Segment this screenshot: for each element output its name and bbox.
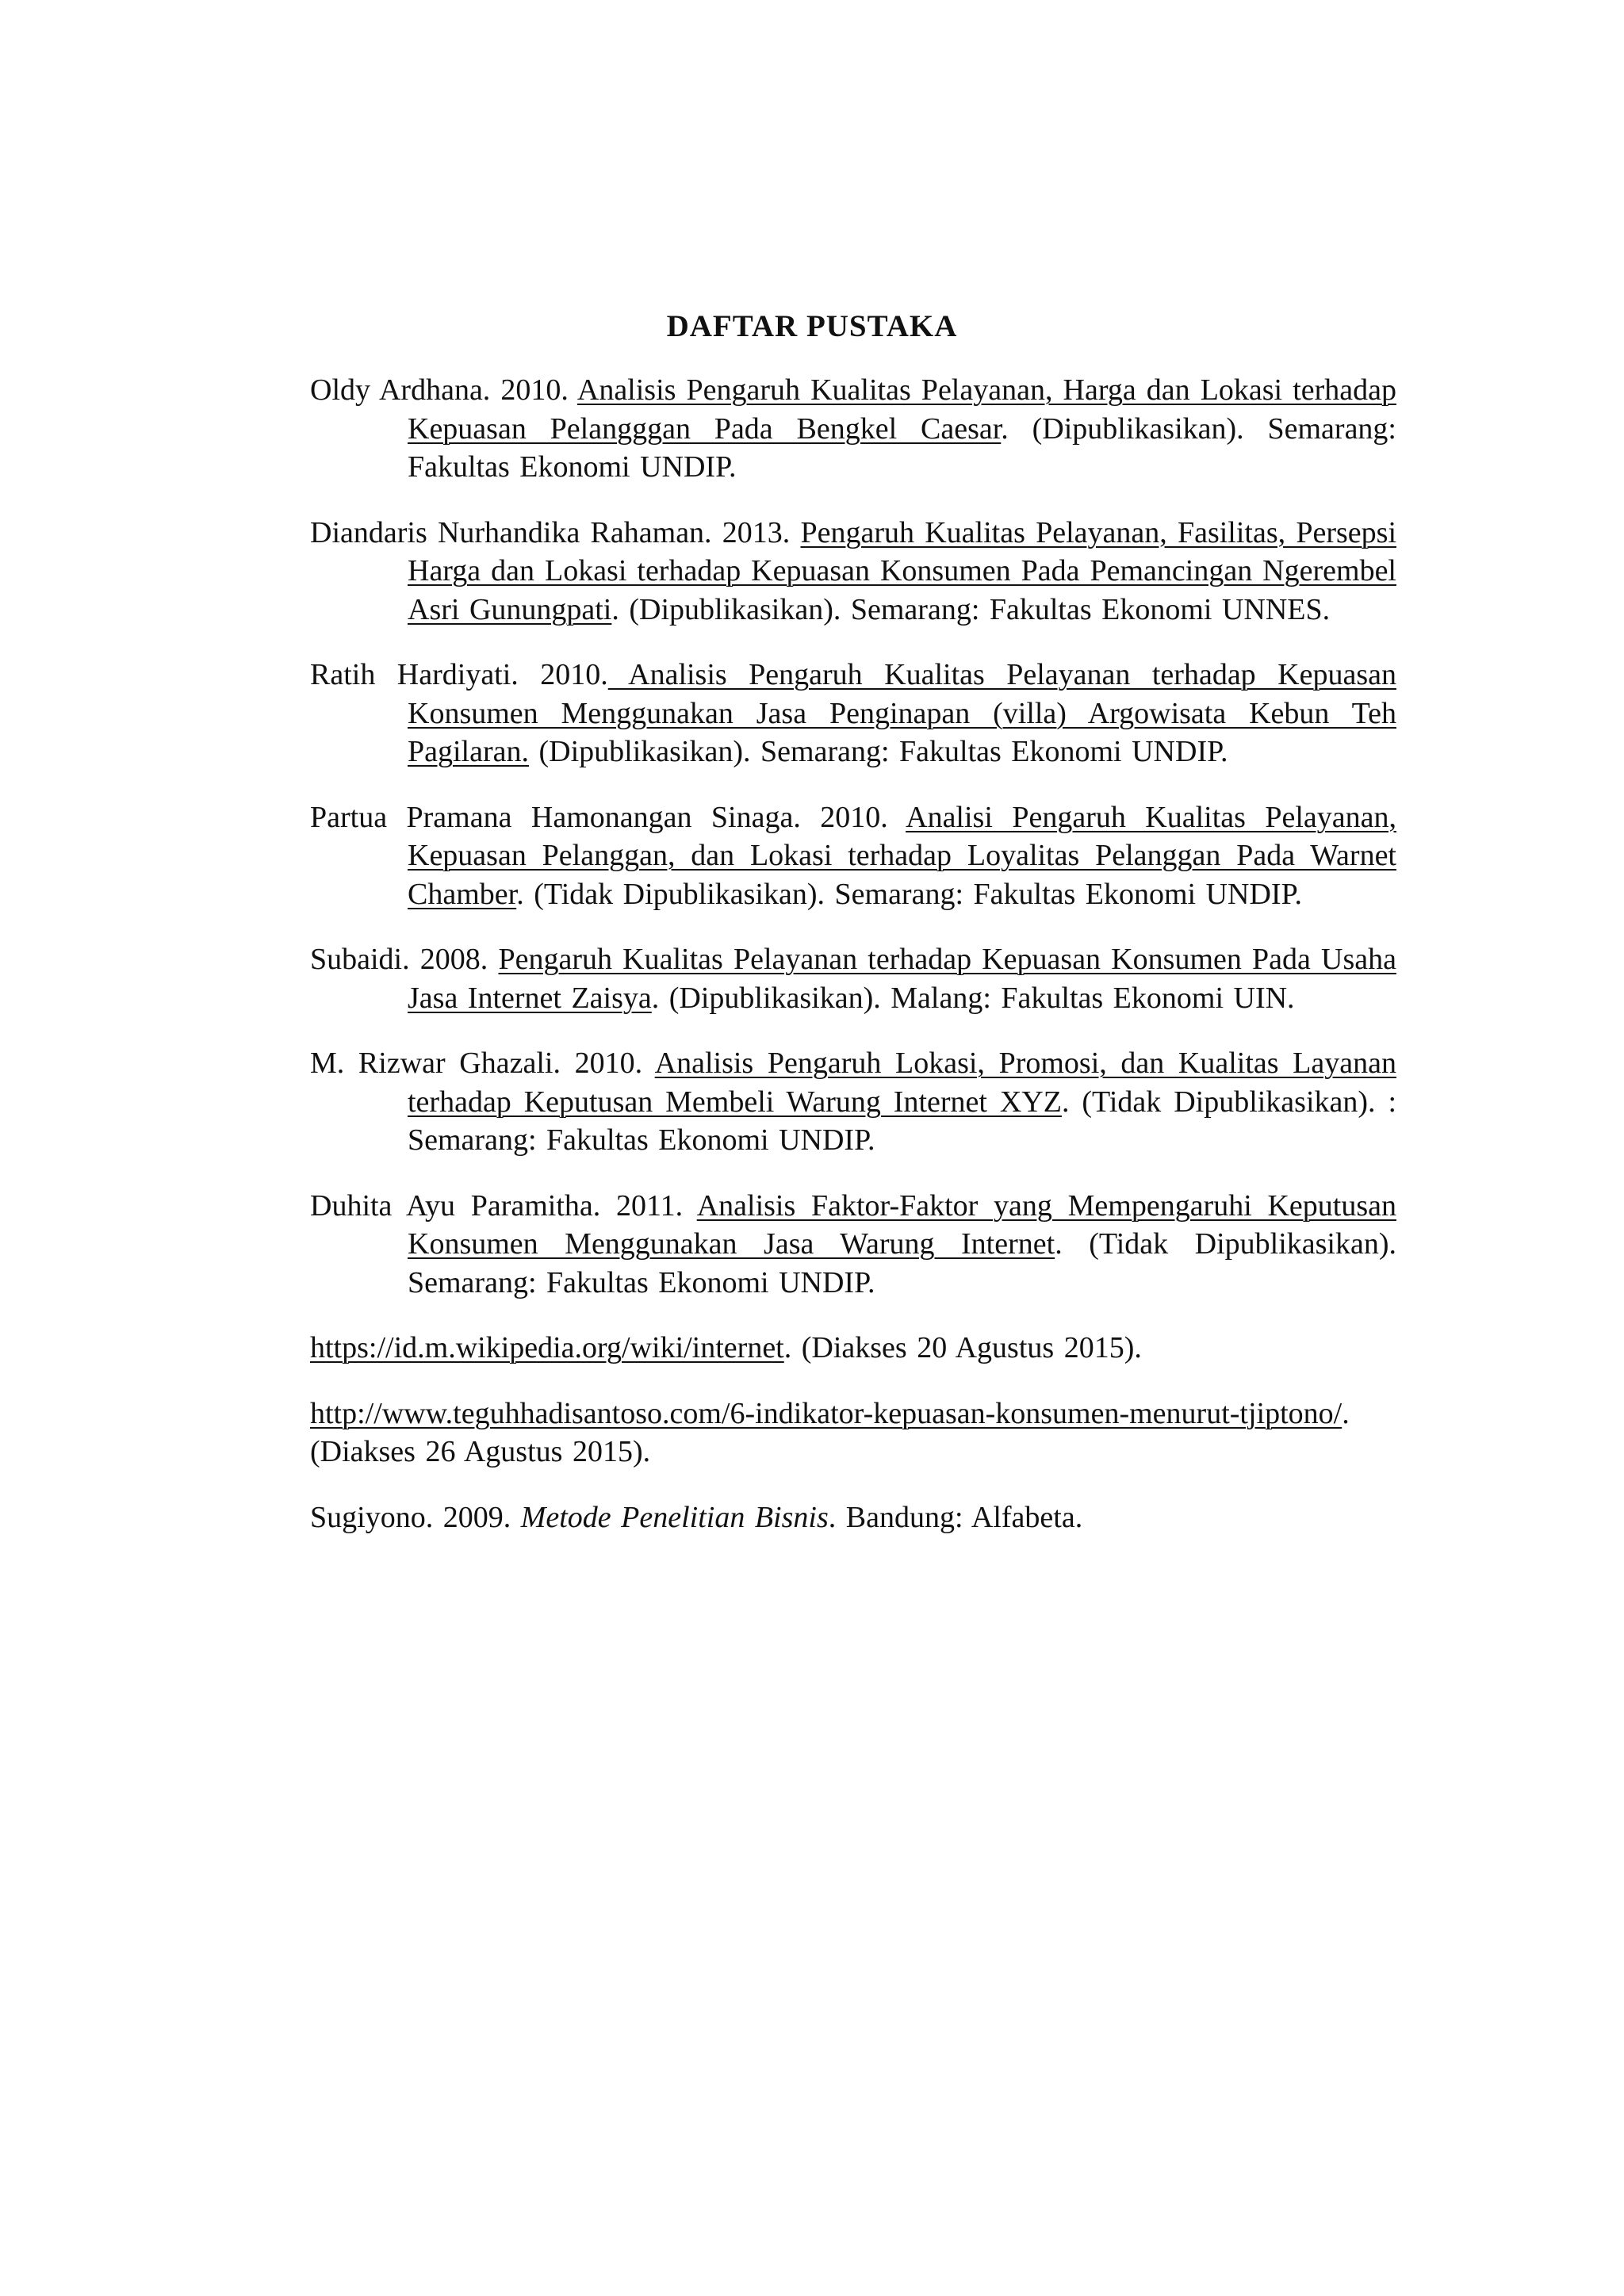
reference-work-title: Analisis Faktor-Faktor yang Mempengaruhi Keputusan Konsumen Menggunakan Jasa Warung Internet	[408, 1188, 1397, 1261]
reference-entry	[310, 1044, 1396, 1160]
reference-entry	[310, 798, 1396, 914]
web-reference-entry	[310, 1395, 1396, 1471]
reference-author: Diandaris Nurhandika Rahaman.	[310, 515, 712, 549]
reference-work-title: Analisis Pengaruh Kualitas Pelayanan, Harga dan Lokasi terhadap Kepuasan Pelangggan Pada Bengkel Caesar	[408, 373, 1397, 446]
reference-year: 2010.	[500, 373, 569, 407]
reference-publication-info: . (Tidak Dipublikasikan). Semarang: Fakultas Ekonomi UNDIP.	[516, 877, 1303, 911]
reference-work-title: Analisi Pengaruh Kualitas Pelayanan, Kepuasan Pelanggan, dan Lokasi terhadap Loyalitas Pelanggan Pada Warnet Chamber	[408, 800, 1397, 911]
reference-year: 2011.	[616, 1188, 684, 1223]
reference-author: Oldy Ardhana.	[310, 373, 491, 407]
reference-author: Sugiyono.	[310, 1500, 434, 1534]
reference-publication-info: . (Dipublikasikan). Malang: Fakultas Ekonomi UIN.	[651, 981, 1295, 1015]
reference-work-title: Analisis Pengaruh Kualitas Pelayanan terhadap Kepuasan Konsumen Menggunakan Jasa Penginapan (villa) Argowisata Kebun Teh Pagilaran.	[408, 658, 1396, 768]
reference-access-info: . (Diakses 26 Agustus 2015).	[310, 1396, 1350, 1468]
reference-author: Partua Pramana Hamonangan Sinaga.	[310, 800, 801, 834]
reference-entry	[310, 1187, 1396, 1303]
reference-entry	[310, 514, 1396, 629]
reference-author: Subaidi.	[310, 943, 410, 976]
reference-year: 2013.	[722, 515, 791, 549]
reference-year: 2010.	[574, 1047, 643, 1080]
reference-publication-info: . (Tidak Dipublikasikan). : Semarang: Fakultas Ekonomi UNDIP.	[408, 1085, 1396, 1157]
reference-author: Duhita Ayu Paramitha.	[310, 1188, 601, 1223]
reference-year: 2008.	[419, 943, 488, 976]
reference-work-title: Pengaruh Kualitas Pelayanan, Fasilitas, Persepsi Harga dan Lokasi terhadap Kepuasan Konsumen Pada Pemancingan Ngerembel Asri Gunungpati	[408, 515, 1397, 626]
reference-entry	[310, 940, 1396, 1017]
reference-url[interactable]: http://www.teguhhadisantoso.com/6-indikator-kepuasan-konsumen-menurut-tjiptono/	[310, 1396, 1342, 1430]
reference-author: Ratih Hardiyati.	[310, 658, 519, 691]
book-title: Metode Penelitian Bisnis	[520, 1500, 829, 1534]
reference-year: 2010.	[540, 658, 608, 691]
reference-work-title: Analisis Pengaruh Lokasi, Promosi, dan Kualitas Layanan terhadap Keputusan Membeli Warung Internet XYZ	[408, 1047, 1396, 1119]
reference-publication-info: . Bandung: Alfabeta.	[828, 1500, 1083, 1534]
reference-publication-info: . (Dipublikasikan). Semarang: Fakultas Ekonomi UNNES.	[611, 592, 1331, 626]
page-title: DAFTAR PUSTAKA	[666, 309, 958, 343]
web-reference-entry	[310, 1329, 1396, 1368]
reference-year: 2010.	[820, 800, 888, 834]
book-reference-entry	[310, 1498, 1396, 1537]
reference-publication-info: (Dipublikasikan). Semarang: Fakultas Ekonomi UNDIP.	[529, 735, 1228, 768]
reference-access-info: . (Diakses 20 Agustus 2015).	[783, 1331, 1142, 1364]
reference-author: M. Rizwar Ghazali.	[310, 1047, 561, 1080]
reference-publication-info: . (Dipublikasikan). Semarang: Fakultas Ekonomi UNDIP.	[408, 411, 1396, 484]
reference-work-title: Pengaruh Kualitas Pelayanan terhadap Kepuasan Konsumen Pada Usaha Jasa Internet Zaisya	[408, 943, 1397, 1015]
reference-year: 2009.	[442, 1500, 511, 1534]
reference-entry	[310, 371, 1396, 487]
reference-list	[310, 371, 1396, 1563]
reference-url[interactable]: https://id.m.wikipedia.org/wiki/internet	[310, 1331, 784, 1364]
reference-entry	[310, 656, 1396, 771]
reference-publication-info: . (Tidak Dipublikasikan). Semarang: Fakultas Ekonomi UNDIP.	[408, 1227, 1396, 1299]
